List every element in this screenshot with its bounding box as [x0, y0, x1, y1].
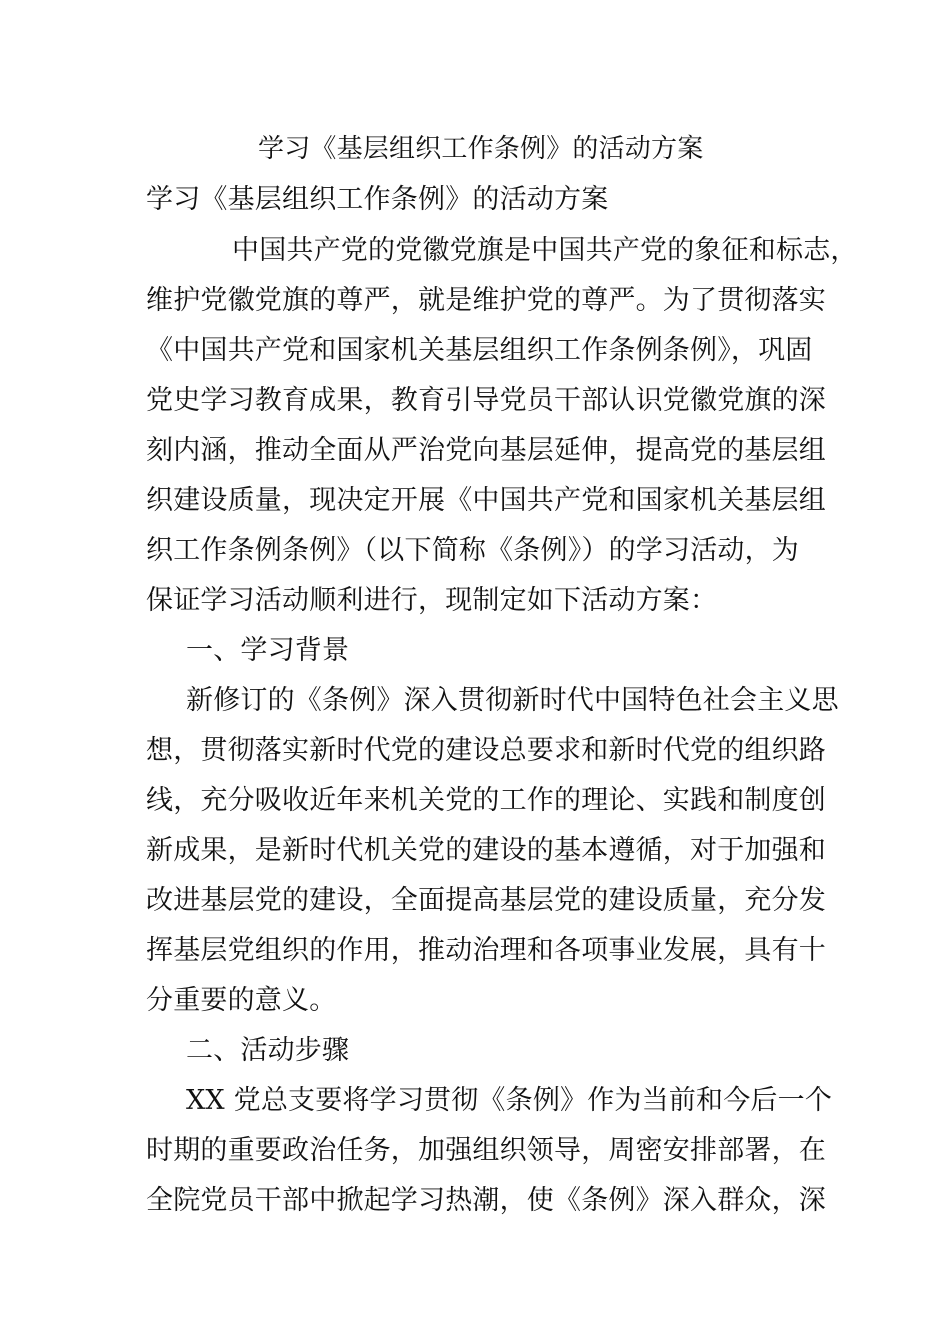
section-2-heading: 二、活动步骤 [186, 1035, 350, 1066]
section-1-line-1: 新修订的《条例》深入贯彻新时代中国特色社会主义思 [186, 685, 839, 716]
section-2-line-3: 全院党员干部中掀起学习热潮，使《条例》深入群众，深 [146, 1185, 826, 1216]
intro-line-7: 织工作条例条例》（以下简称《条例》）的学习活动，为 [146, 535, 799, 566]
intro-line-6: 织建设质量，现决定开展《中国共产党和国家机关基层组 [146, 485, 826, 516]
section-2-line-1: XX 党总支要将学习贯彻《条例》作为当前和今后一个 [186, 1085, 833, 1116]
intro-line-5: 刻内涵，推动全面从严治党向基层延伸，提高党的基层组 [146, 435, 826, 466]
section-1-heading: 一、学习背景 [186, 635, 350, 666]
intro-line-3: 《中国共产党和国家机关基层组织工作条例条例》，巩固 [146, 335, 813, 366]
section-1-line-2: 想，贯彻落实新时代党的建设总要求和新时代党的组织路 [146, 735, 826, 766]
intro-line-2: 维护党徽党旗的尊严，就是维护党的尊严。为了贯彻落实 [146, 285, 826, 316]
section-1-line-7: 分重要的意义。 [146, 985, 337, 1016]
document-subtitle: 学习《基层组织工作条例》的活动方案 [146, 184, 609, 215]
section-1-line-3: 线，充分吸收近年来机关党的工作的理论、实践和制度创 [146, 785, 826, 816]
intro-line-1: 中国共产党的党徽党旗是中国共产党的象征和标志， [232, 235, 858, 266]
intro-line-4: 党史学习教育成果，教育引导党员干部认识党徽党旗的深 [146, 385, 826, 416]
section-1-line-6: 挥基层党组织的作用，推动治理和各项事业发展，具有十 [146, 935, 826, 966]
section-1-line-4: 新成果，是新时代机关党的建设的基本遵循，对于加强和 [146, 835, 826, 866]
intro-line-8: 保证学习活动顺利进行，现制定如下活动方案： [146, 585, 718, 616]
document-title: 学习《基层组织工作条例》的活动方案 [258, 134, 704, 164]
section-1-line-5: 改进基层党的建设，全面提高基层党的建设质量，充分发 [146, 885, 826, 916]
section-2-line-2: 时期的重要政治任务，加强组织领导，周密安排部署，在 [146, 1135, 826, 1166]
